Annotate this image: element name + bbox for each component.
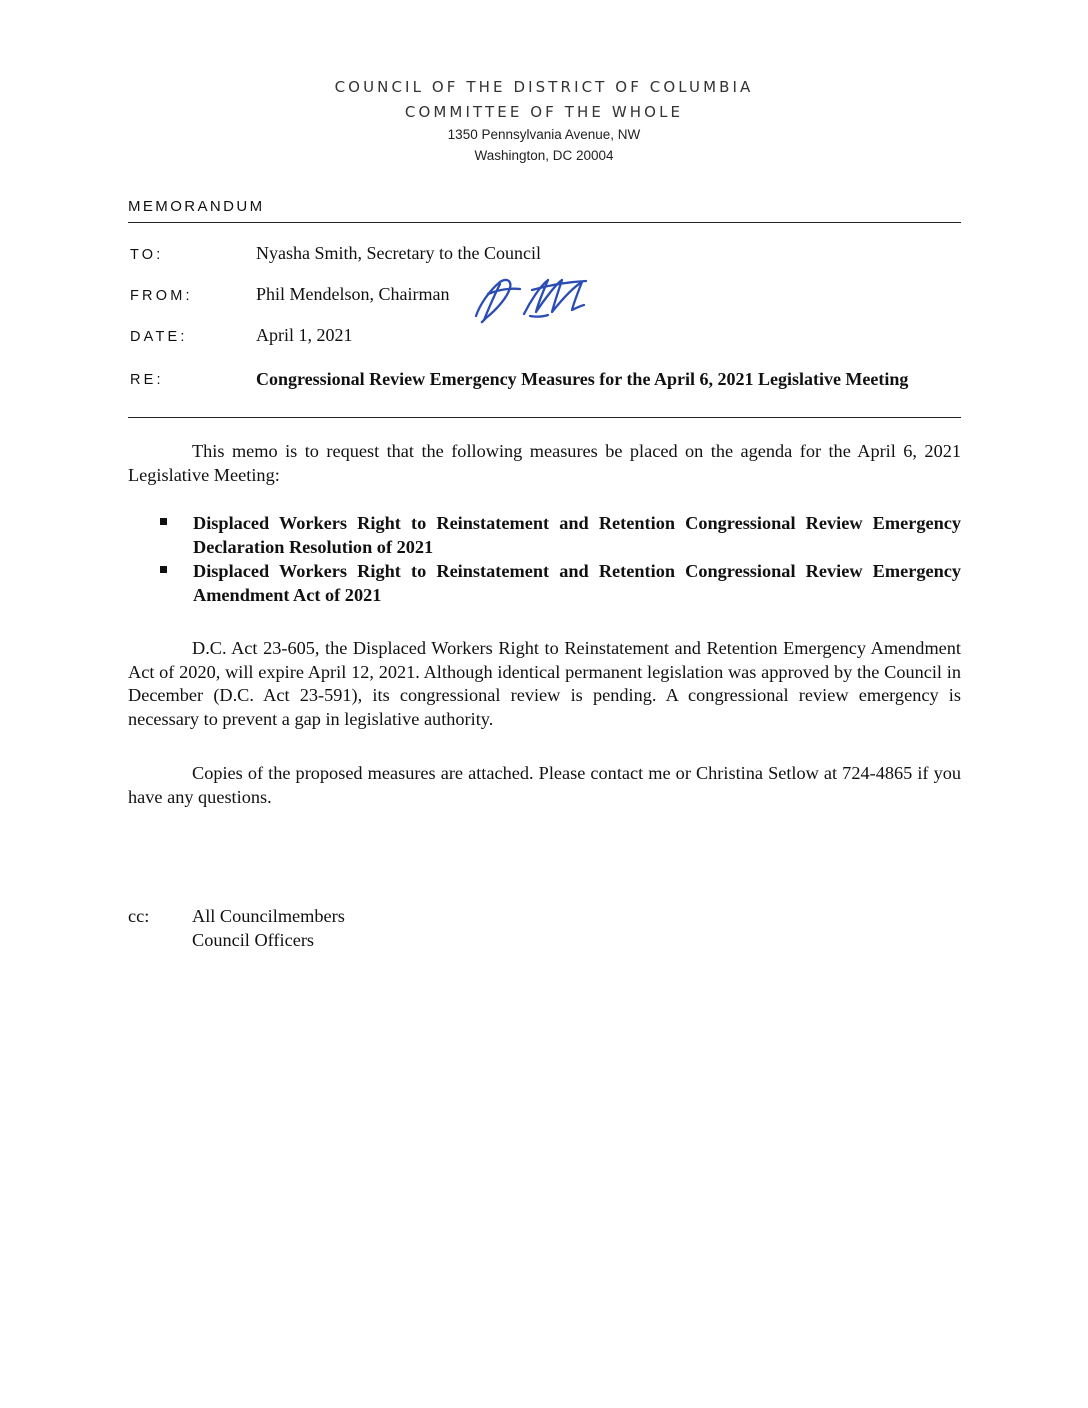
measure-title: Displaced Workers Right to Reinstatement and Retention Congressional Review Emergency Amendment Act of 2021 [193, 561, 961, 605]
list-item [160, 560, 961, 607]
header-council: COUNCIL OF THE DISTRICT OF COLUMBIA [334, 78, 754, 96]
measure-title: Displaced Workers Right to Reinstatement and Retention Congressional Review Emergency Declaration Resolution of 2021 [193, 513, 961, 557]
header-address-line-2: Washington, DC 20004 [474, 148, 614, 163]
top-divider [128, 222, 961, 223]
memorandum-heading: MEMORANDUM [128, 198, 265, 215]
background-paragraph: D.C. Act 23-605, the Displaced Workers Right to Reinstatement and Retention Emergency Amendment Act of 2020, will expire April 12, 2021. Although identical permanent legislation was approved by the Council in December (D.C. Act 23-591), its congressional review is pending. A congressional review emergency is necessary to prevent a gap in legislative authority. [128, 638, 961, 729]
re-value: Congressional Review Emergency Measures for the April 6, 2021 Legislative Meeting [256, 369, 909, 389]
header-address-line-1: 1350 Pennsylvania Avenue, NW [447, 127, 641, 142]
re-label: RE: [130, 372, 164, 388]
bullet-square-icon [160, 518, 167, 525]
bottom-divider [128, 417, 961, 418]
list-item [160, 512, 961, 559]
cc-recipient: All Councilmembers [192, 906, 345, 926]
date-value: April 1, 2021 [256, 325, 353, 345]
to-label: TO: [130, 247, 164, 263]
bullet-square-icon [160, 566, 167, 573]
from-value: Phil Mendelson, Chairman [256, 284, 450, 304]
cc-label: cc: [128, 906, 150, 926]
date-label: DATE: [130, 329, 188, 345]
contact-paragraph: Copies of the proposed measures are attached. Please contact me or Christina Setlow at 724-4865 if you have any questions. [128, 763, 961, 807]
header-committee: COMMITTEE OF THE WHOLE [404, 103, 684, 121]
cc-recipients [192, 905, 345, 952]
to-value: Nyasha Smith, Secretary to the Council [256, 243, 541, 263]
measures-list [160, 512, 961, 608]
intro-paragraph: This memo is to request that the following measures be placed on the agenda for the April 6, 2021 Legislative Meeting: [128, 441, 961, 485]
cc-recipient: Council Officers [192, 929, 315, 950]
from-label: FROM: [130, 288, 193, 304]
signature-image [470, 270, 595, 332]
